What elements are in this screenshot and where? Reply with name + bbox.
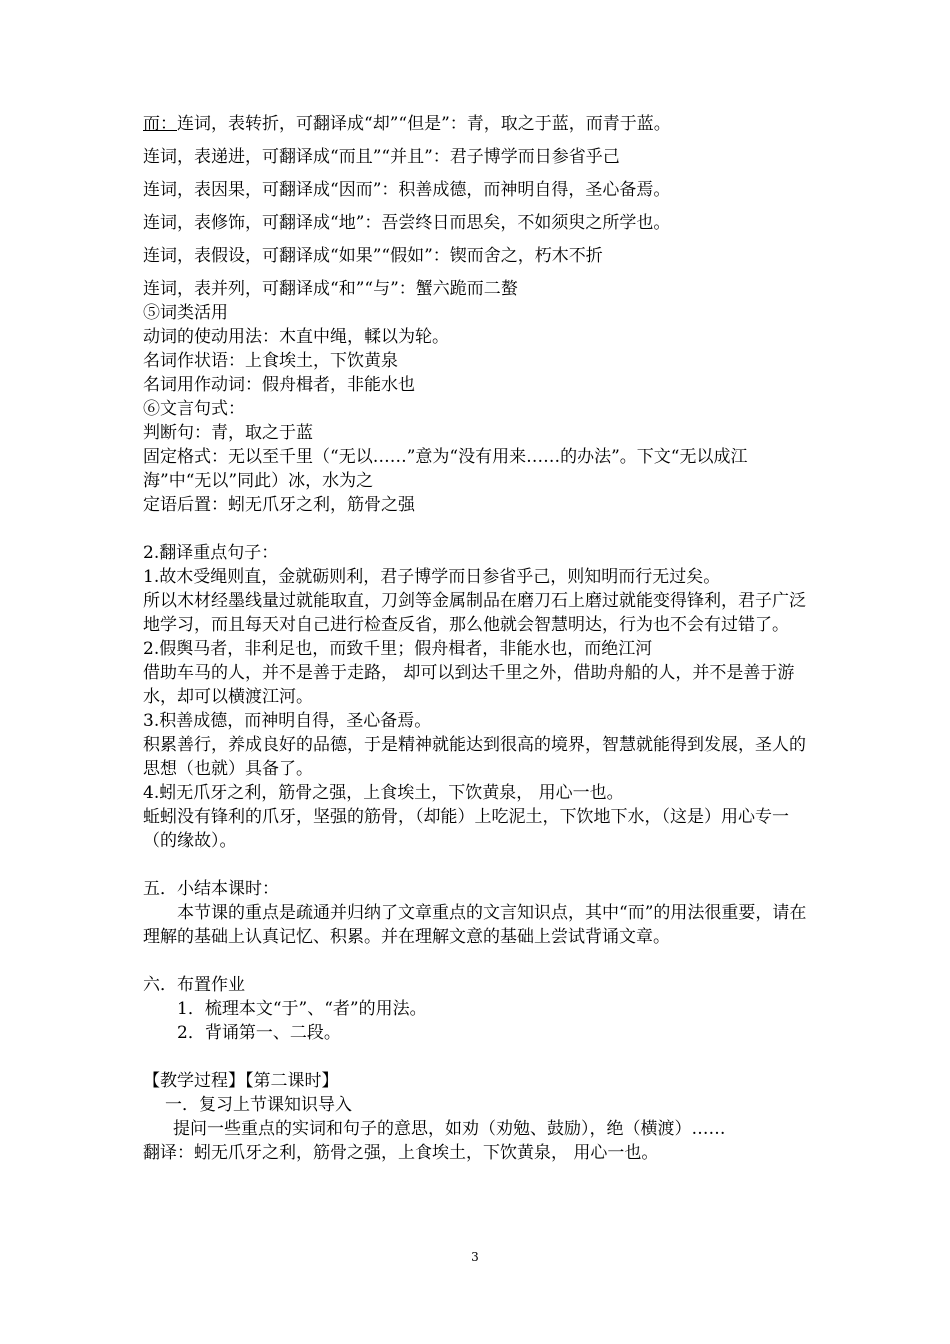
word-class-item: 动词的使动用法：木直中绳，輮以为轮。 — [143, 327, 449, 347]
second-lesson-line: 翻译：蚓无爪牙之利，筋骨之强，上食埃土，下饮黄泉， 用心一也。 — [143, 1143, 659, 1163]
homework-item: 2．背诵第一、二段。 — [177, 1023, 341, 1043]
word-class-heading: ⑤词类活用 — [143, 303, 228, 323]
second-lesson-line: 提问一些重点的实词和句子的意思，如劝（劝勉、鼓励），绝（横渡）…… — [173, 1119, 726, 1139]
translation-text: 蚯蚓没有锋利的爪牙，坚强的筋骨，（却能）上吃泥土，下饮地下水，（这是）用心专一（的缘故）。 — [143, 807, 789, 851]
er-usage-line: 连词，表因果，可翻译成“因而”：积善成德，而神明自得，圣心备焉。 — [143, 180, 671, 200]
second-lesson-subheading: 一．复习上节课知识导入 — [165, 1095, 352, 1115]
page-number: 3 — [471, 1250, 479, 1264]
sentence-pattern-item: 判断句：青，取之于蓝 — [143, 423, 313, 443]
er-usage-line: 连词，表修饰，可翻译成“地”：吾尝终日而思矣，不如须臾之所学也。 — [143, 213, 671, 233]
sentence-pattern-item: 定语后置：蚓无爪牙之利，筋骨之强 — [143, 495, 415, 515]
word-class-item: 名词作状语：上食埃土，下饮黄泉 — [143, 351, 398, 371]
homework-heading: 六．布置作业 — [143, 975, 245, 995]
translation-text: 所以木材经墨线量过就能取直，刀剑等金属制品在磨刀石上磨过就能变得锋利，君子广泛地学习，而且每天对自己进行检查反省，那么他就会智慧明达，行为也不会有过错了。 — [143, 591, 806, 635]
homework-item: 1．梳理本文“于”、“者”的用法。 — [177, 999, 427, 1019]
sentence-pattern-heading: ⑥文言句式： — [143, 399, 245, 419]
translation-source: 3.积善成德，而神明自得，圣心备焉。 — [143, 711, 432, 731]
er-term: 而： — [143, 114, 177, 134]
er-usage-line: 连词，表假设，可翻译成“如果”“假如”：锲而舍之，朽木不折 — [143, 246, 603, 266]
translation-source: 4.蚓无爪牙之利，筋骨之强，上食埃土，下饮黄泉， 用心一也。 — [143, 783, 624, 803]
translation-heading: 2.翻译重点句子： — [143, 543, 279, 563]
page-content — [143, 112, 813, 1165]
translation-source: 2.假舆马者，非利足也，而致千里；假舟楫者，非能水也，而绝江河 — [143, 639, 653, 659]
er-usage-line: 连词，表递进，可翻译成“而且”“并且”：君子博学而日参省乎己 — [143, 147, 620, 167]
translation-source: 1.故木受绳则直，金就砺则利，君子博学而日参省乎己，则知明而行无过矣。 — [143, 567, 721, 587]
translation-text: 积累善行，养成良好的品德，于是精神就能达到很高的境界，智慧就能得到发展，圣人的思想（也就）具备了。 — [143, 735, 806, 779]
summary-body: 本节课的重点是疏通并归纳了文章重点的文言知识点，其中“而”的用法很重要，请在理解的基础上认真记忆、积累。并在理解文意的基础上尝试背诵文章。 — [143, 903, 807, 947]
second-lesson-heading: 【教学过程】【第二课时】 — [143, 1071, 339, 1091]
er-usage-line: 连词，表并列，可翻译成“和”“与”：蟹六跪而二螯 — [143, 279, 518, 299]
sentence-pattern-item: 固定格式：无以至千里（“无以……”意为“没有用来……的办法”。下文“无以成江海”中“无以”同此）冰，水为之 — [143, 447, 748, 491]
translation-text: 借助车马的人，并不是善于走路， 却可以到达千里之外，借助舟船的人，并不是善于游水，却可以横渡江河。 — [143, 663, 795, 707]
word-class-item: 名词用作动词：假舟楫者，非能水也 — [143, 375, 415, 395]
summary-heading: 五．小结本课时： — [143, 879, 279, 899]
er-usage-line: 而：连词，表转折，可翻译成“却”“但是”：青，取之于蓝，而青于蓝。 — [143, 114, 671, 134]
